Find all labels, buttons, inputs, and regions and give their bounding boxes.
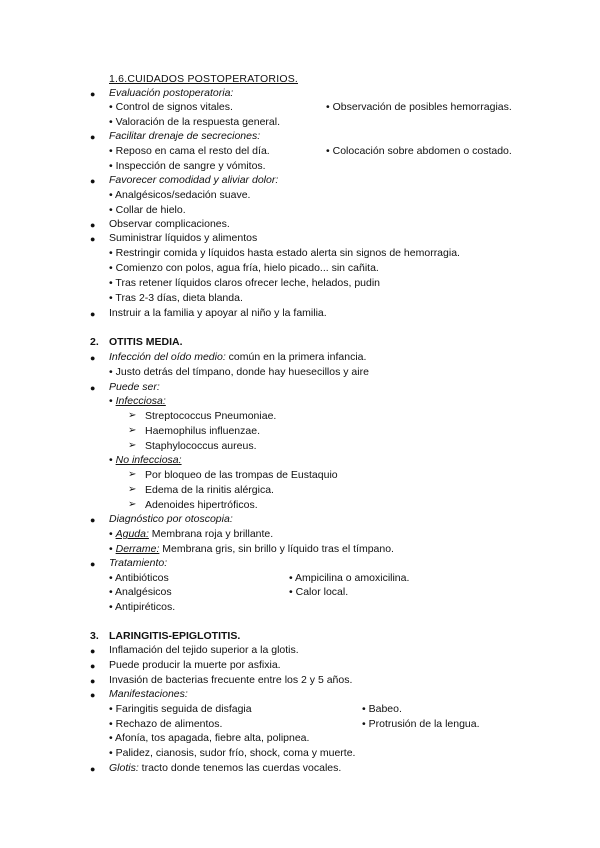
list-item: • Reposo en cama el resto del día. xyxy=(109,145,270,157)
bullet-icon: ● xyxy=(90,309,96,319)
otitis-definition: Infección del oído medio: común en la primera infancia. xyxy=(109,351,367,363)
list-item: • Babeo. xyxy=(362,703,402,715)
drain-header: Facilitar drenaje de secreciones: xyxy=(109,130,261,142)
instruct-item: Instruir a la familia y apoyar al niño y la familia. xyxy=(109,307,327,319)
section-number: 2. xyxy=(90,336,99,348)
section-number: 3. xyxy=(90,630,99,642)
arrow-icon: ➢ xyxy=(128,484,137,495)
list-item: • Observación de posibles hemorragias. xyxy=(326,101,512,113)
list-item: • Ampicilina o amoxicilina. xyxy=(289,572,410,584)
bullet-icon: ● xyxy=(90,515,96,525)
observe-item: Observar complicaciones. xyxy=(109,218,230,230)
section-title-laringitis: LARINGITIS-EPIGLOTITIS. xyxy=(109,630,241,642)
fluids-header: Suministrar líquidos y alimentos xyxy=(109,232,258,244)
list-item: • Rechazo de alimentos. xyxy=(109,718,223,730)
arrow-icon: ➢ xyxy=(128,440,137,451)
list-item: • Colocación sobre abdomen o costado. xyxy=(326,145,512,157)
list-item: • Afonía, tos apagada, fiebre alta, polipnea. xyxy=(109,732,310,744)
infecciosa-header: • Infecciosa: xyxy=(109,395,166,407)
bullet-icon: ● xyxy=(90,646,96,656)
glotis-definition: Glotis: tracto donde tenemos las cuerdas vocales. xyxy=(109,762,342,774)
manif-header: Manifestaciones: xyxy=(109,688,188,700)
list-item: Inflamación del tejido superior a la glotis. xyxy=(109,644,299,656)
list-item: • Analgésicos/sedación suave. xyxy=(109,189,251,201)
arrow-icon: ➢ xyxy=(128,469,137,480)
bullet-icon: ● xyxy=(90,176,96,186)
list-item: • Inspección de sangre y vómitos. xyxy=(109,160,266,172)
list-item: Puede producir la muerte por asfixia. xyxy=(109,659,281,671)
list-item: Haemophilus influenzae. xyxy=(145,425,260,437)
list-item: • Collar de hielo. xyxy=(109,204,186,216)
trat-header: Tratamiento: xyxy=(109,557,168,569)
list-item: • Palidez, cianosis, sudor frío, shock, coma y muerte. xyxy=(109,747,356,759)
section-title-cuidados: 1.6.CUIDADOS POSTOPERATORIOS. xyxy=(109,73,299,85)
bullet-icon: ● xyxy=(90,383,96,393)
list-item: • Calor local. xyxy=(289,586,349,598)
list-item: • Protrusión de la lengua. xyxy=(362,718,480,730)
list-item: Invasión de bacterias frecuente entre los 2 y 5 años. xyxy=(109,674,353,686)
list-item: • Faringitis seguida de disfagia xyxy=(109,703,252,715)
bullet-icon: ● xyxy=(90,764,96,774)
list-item: • Antibióticos xyxy=(109,572,169,584)
section-title-otitis: OTITIS MEDIA. xyxy=(109,336,183,348)
bullet-icon: ● xyxy=(90,690,96,700)
bullet-icon: ● xyxy=(90,220,96,230)
comfort-header: Favorecer comodidad y aliviar dolor: xyxy=(109,174,279,186)
bullet-icon: ● xyxy=(90,132,96,142)
eval-header: Evaluación postoperatoria: xyxy=(109,87,234,99)
no-infecciosa-header: • No infecciosa: xyxy=(109,454,182,466)
arrow-icon: ➢ xyxy=(128,499,137,510)
arrow-icon: ➢ xyxy=(128,410,137,421)
list-item: • Valoración de la respuesta general. xyxy=(109,116,281,128)
arrow-icon: ➢ xyxy=(128,425,137,436)
list-item: Staphylococcus aureus. xyxy=(145,440,257,452)
list-item: • Analgésicos xyxy=(109,586,172,598)
list-item: • Tras retener líquidos claros ofrecer leche, helados, pudin xyxy=(109,277,381,289)
puede-ser-header: Puede ser: xyxy=(109,381,160,393)
bullet-icon: ● xyxy=(90,89,96,99)
list-item: • Restringir comida y líquidos hasta estado alerta sin signos de hemorragia. xyxy=(109,247,460,259)
list-item: • Justo detrás del tímpano, donde hay huesecillos y aire xyxy=(109,366,369,378)
bullet-icon: ● xyxy=(90,559,96,569)
list-item: Adenoides hipertróficos. xyxy=(145,499,258,511)
list-item: • Antipiréticos. xyxy=(109,601,176,613)
list-item: • Derrame: Membrana gris, sin brillo y líquido tras el tímpano. xyxy=(109,543,394,555)
bullet-icon: ● xyxy=(90,234,96,244)
bullet-icon: ● xyxy=(90,661,96,671)
list-item: Streptococcus Pneumoniae. xyxy=(145,410,277,422)
bullet-icon: ● xyxy=(90,676,96,686)
list-item: Por bloqueo de las trompas de Eustaquio xyxy=(145,469,338,481)
list-item: Edema de la rinitis alérgica. xyxy=(145,484,274,496)
diag-header: Diagnóstico por otoscopia: xyxy=(109,513,233,525)
list-item: • Comienzo con polos, agua fría, hielo picado... sin cañita. xyxy=(109,262,379,274)
list-item: • Aguda: Membrana roja y brillante. xyxy=(109,528,274,540)
list-item: • Control de signos vitales. xyxy=(109,101,233,113)
bullet-icon: ● xyxy=(90,353,96,363)
list-item: • Tras 2-3 días, dieta blanda. xyxy=(109,292,243,304)
